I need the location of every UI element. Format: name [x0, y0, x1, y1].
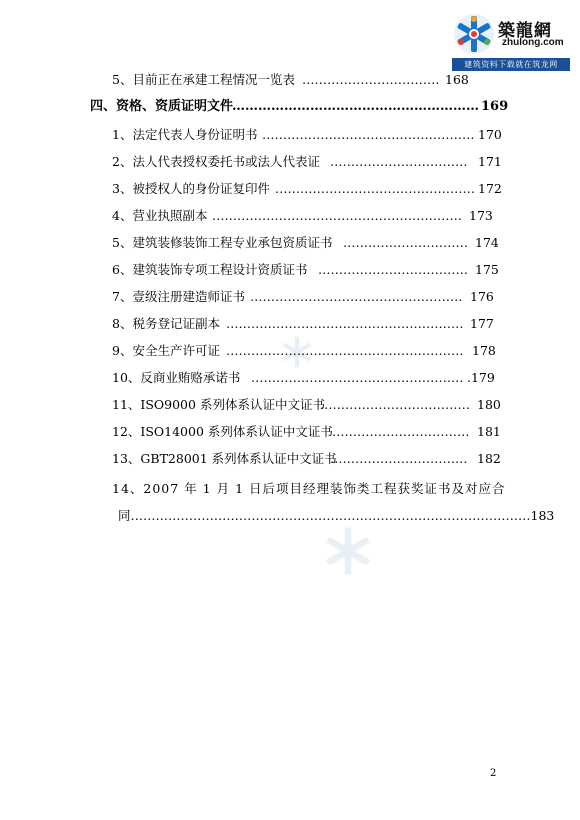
- logo-name-cn: 築龍網: [498, 21, 552, 41]
- toc-leader: …………………………: [343, 235, 468, 250]
- toc-leader: …………………………………………………: [226, 343, 464, 358]
- toc-leader: …………………………………………………: [226, 316, 464, 331]
- toc-entry-title: 5、目前正在承建工程情况一览表: [112, 72, 295, 87]
- toc-leader: ……………………………: [330, 154, 468, 169]
- toc-page-number: 176: [470, 289, 494, 304]
- toc-page-number: 174: [475, 235, 499, 250]
- toc-entry[interactable]: [0, 124, 580, 146]
- toc-page-number: 180: [477, 397, 501, 412]
- toc-entry[interactable]: [0, 178, 580, 200]
- toc-entry[interactable]: [0, 313, 580, 335]
- toc-entry-continuation[interactable]: [118, 505, 554, 527]
- toc-leader: ……………………………………………: [251, 370, 464, 385]
- toc-page-number: 172: [478, 181, 502, 196]
- toc-entry[interactable]: [0, 151, 580, 173]
- toc-entry-title: 10、反商业贿赂承诺书: [112, 370, 241, 385]
- toc-entry-title: 6、建筑装饰专项工程设计资质证书: [112, 262, 308, 277]
- toc-leader: ……………………………: [332, 424, 470, 439]
- toc-leader: ……………………………………………………: [212, 208, 462, 223]
- toc-entry[interactable]: [0, 421, 580, 443]
- logo-tagline: 建筑资料下载就在筑龙网: [452, 58, 570, 71]
- toc-heading[interactable]: [0, 96, 580, 118]
- toc-page-number: 173: [469, 208, 493, 223]
- toc-leader: ………………………………: [318, 262, 468, 277]
- toc-page-number: 182: [477, 451, 501, 466]
- toc-page-number: 170: [478, 127, 502, 142]
- toc-page-number: 169: [481, 99, 509, 114]
- toc-leader: …………………………………………: [275, 181, 475, 196]
- toc-leader: ……………………………………………: [250, 289, 463, 304]
- toc-entry-title: 5、建筑装修装饰工程专业承包资质证书: [112, 235, 333, 250]
- toc-page-number: 171: [478, 154, 502, 169]
- toc-page-number: 175: [475, 262, 499, 277]
- toc-entry[interactable]: [0, 232, 580, 254]
- toc-entry[interactable]: [0, 259, 580, 281]
- toc-entry-title: 1、法定代表人身份证明书: [112, 127, 258, 142]
- toc-page-number: 183: [530, 508, 555, 523]
- toc-entry[interactable]: [0, 69, 580, 91]
- toc-entry[interactable]: [0, 340, 580, 362]
- toc-entry-title: 2、法人代表授权委托书或法人代表证: [112, 154, 320, 169]
- toc-entry-title: 8、税务登记证副本: [112, 316, 220, 331]
- toc-entry[interactable]: [0, 367, 580, 389]
- page-number: 2: [490, 768, 497, 779]
- toc-page-number: 177: [470, 316, 494, 331]
- toc-page-number: 181: [477, 424, 501, 439]
- snowflake-watermark-icon: [322, 525, 374, 577]
- toc-entry-title: 4、营业执照副本: [112, 208, 208, 223]
- toc-page-number: 168: [445, 72, 469, 87]
- toc-page-number: 178: [472, 343, 496, 358]
- toc-entry-title: 12、ISO14000 系列体系认证中文证书: [112, 424, 333, 439]
- zhulong-logo: [452, 12, 570, 72]
- toc-entry[interactable]: [0, 394, 580, 416]
- toc-entry-title: 3、被授权人的身份证复印件: [112, 181, 270, 196]
- toc-entry-title: 7、壹级注册建造师证书: [112, 289, 245, 304]
- toc-leader: …………………………………………………: [232, 99, 479, 114]
- toc-entry[interactable]: [0, 478, 580, 500]
- toc-entry-title: 11、ISO9000 系列体系认证中文证书: [112, 397, 325, 412]
- toc-leader: ……………………………: [302, 72, 440, 87]
- toc-entry[interactable]: [0, 286, 580, 308]
- toc-entry-title: 9、安全生产许可证: [112, 343, 220, 358]
- toc-page-number: .179: [467, 370, 495, 385]
- toc-heading-title: 四、资格、资质证明文件: [90, 99, 234, 114]
- toc-leader: ……………………………………………: [262, 127, 475, 142]
- toc-entry-title: 13、GBT28001 系列体系认证中文证书: [112, 451, 337, 466]
- toc-leader: ………………………………: [320, 397, 470, 412]
- logo-name-en: zhulong.com: [502, 37, 564, 48]
- toc-entry-title: 同: [118, 508, 131, 523]
- toc-entry-title: 14、2007 年 1 月 1 日后项目经理装饰类工程获奖证书及对应合: [112, 481, 506, 496]
- toc-leader: ……………………………………………………………………………………: [130, 508, 531, 523]
- toc-leader: ……………………………: [330, 451, 468, 466]
- snowflake-logo-icon: [452, 12, 496, 56]
- toc-entry[interactable]: [0, 448, 580, 470]
- toc-entry[interactable]: [0, 205, 580, 227]
